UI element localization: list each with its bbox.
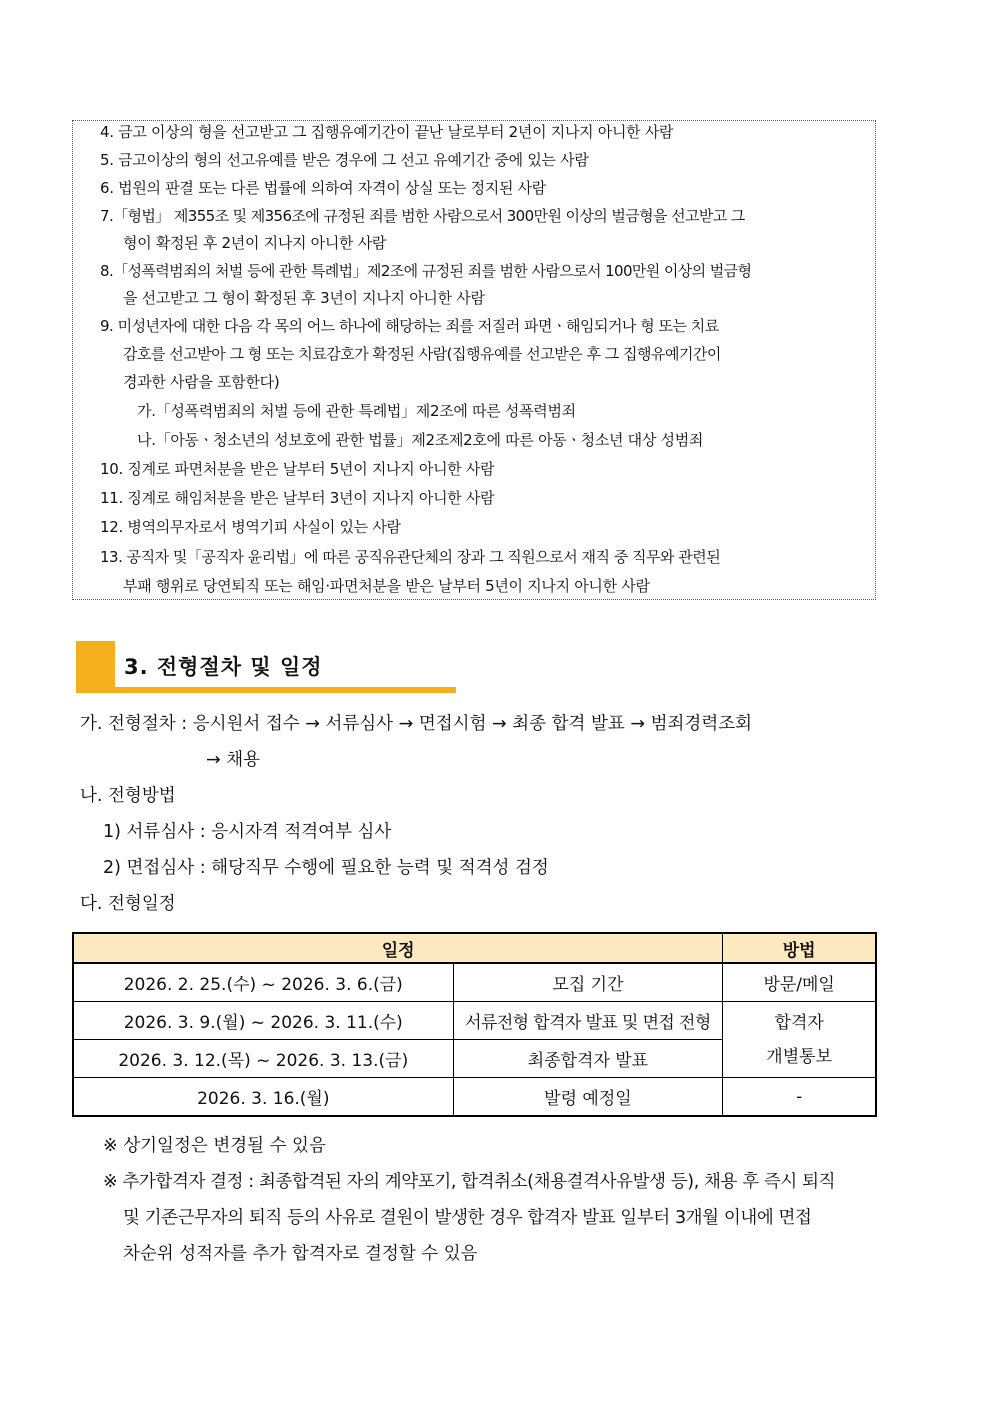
sub-item: 가.「성폭력범죄의 처벌 등에 관한 특례법」제2조에 따른 성폭력범죄	[137, 402, 576, 420]
sub-item: 나.「아동ㆍ청소년의 성보호에 관한 법률」제2조제2호에 따른 아동ㆍ청소년 대상 성범죄	[137, 431, 704, 449]
note-continuation: 및 기존근무자의 퇴직 등의 사유로 결원이 발생한 경우 합격자 발표 일부터 3개월 이내에 면접	[123, 1208, 812, 1228]
method-item: 2) 면접심사 : 해당직무 수행에 필요한 능력 및 적격성 검정	[103, 858, 549, 878]
list-item: 13. 공직자 및「공직자 윤리법」에 따른 공직유관단체의 장과 그 직원으로서 재직 중 직무와 관련된	[100, 548, 721, 566]
section-heading	[76, 641, 456, 693]
note: ※ 상기일정은 변경될 수 있음	[103, 1136, 326, 1156]
list-item-continuation: 감호를 선고받아 그 형 또는 치료감호가 확정된 사람(집행유예를 선고받은 후 그 집행유예기간이	[123, 345, 721, 363]
cell-date: 2026. 3. 16.(월)	[73, 1078, 453, 1117]
list-item: 8.「성폭력범죄의 처벌 등에 관한 특례법」제2조에 규정된 죄를 범한 사람으로서 100만원 이상의 벌금형	[100, 262, 752, 280]
method-line: 합격자	[774, 1012, 824, 1033]
schedule-table	[72, 932, 877, 1117]
method-item: 1) 서류심사 : 응시자격 적격여부 심사	[103, 822, 392, 842]
table-row	[73, 1078, 876, 1117]
cell-event: 발령 예정일	[453, 1078, 723, 1117]
method-heading: 나. 전형방법	[80, 786, 176, 806]
list-item-continuation: 형이 확정된 후 2년이 지나지 아니한 사람	[123, 234, 387, 252]
list-item: 10. 징계로 파면처분을 받은 날부터 5년이 지나지 아니한 사람	[100, 460, 495, 478]
note: ※ 추가합격자 결정 : 최종합격된 자의 계약포기, 합격취소(채용결격사유발생 등), 채용 후 즉시 퇴직	[103, 1172, 836, 1192]
list-item: 11. 징계로 해임처분을 받은 날부터 3년이 지나지 아니한 사람	[100, 489, 495, 507]
schedule-heading: 다. 전형일정	[80, 894, 176, 914]
cell-method: -	[723, 1078, 876, 1117]
list-item: 7.「형법」 제355조 및 제356조에 규정된 죄를 범한 사람으로서 300만원 이상의 벌금형을 선고받고 그	[100, 207, 745, 225]
list-item-continuation: 을 선고받고 그 형이 확정된 후 3년이 지나지 아니한 사람	[123, 289, 485, 307]
section-underline	[76, 687, 456, 693]
header-schedule: 일정	[73, 933, 723, 963]
header-method: 방법	[723, 933, 876, 963]
procedure-line-continuation: → 채용	[206, 750, 261, 770]
cell-event: 서류전형 합격자 발표 및 면접 전형	[453, 1002, 723, 1040]
table-row	[73, 963, 876, 1002]
cell-date: 2026. 2. 25.(수) ~ 2026. 3. 6.(금)	[73, 963, 453, 1002]
cell-event: 모집 기간	[453, 963, 723, 1002]
list-item: 6. 법원의 판결 또는 다른 법률에 의하여 자격이 상실 또는 정지된 사람	[100, 179, 546, 197]
list-item: 4. 금고 이상의 형을 선고받고 그 집행유예기간이 끝난 날로부터 2년이 지나지 아니한 사람	[100, 123, 674, 141]
section-marker	[76, 641, 115, 687]
table-header-row	[73, 933, 876, 963]
procedure-line: 가. 전형절차 : 응시원서 접수 → 서류심사 → 면접시험 → 최종 합격 발표 → 범죄경력조회	[80, 714, 753, 734]
cell-date: 2026. 3. 12.(목) ~ 2026. 3. 13.(금)	[73, 1040, 453, 1078]
table-row	[73, 1002, 876, 1040]
method-line: 개별통보	[766, 1046, 832, 1067]
list-item: 9. 미성년자에 대한 다음 각 목의 어느 하나에 해당하는 죄를 저질러 파면ㆍ해임되거나 형 또는 치료	[100, 317, 719, 335]
list-item: 5. 금고이상의 형의 선고유예를 받은 경우에 그 선고 유예기간 중에 있는 사람	[100, 151, 589, 169]
note-continuation: 차순위 성적자를 추가 합격자로 결정할 수 있음	[123, 1244, 478, 1264]
list-item-continuation: 부패 행위로 당연퇴직 또는 해임·파면처분을 받은 날부터 5년이 지나지 아니한 사람	[123, 577, 650, 595]
list-item-continuation: 경과한 사람을 포함한다)	[123, 373, 280, 391]
cell-method-merged	[723, 1002, 876, 1078]
disqualification-box	[72, 120, 876, 600]
cell-event: 최종합격자 발표	[453, 1040, 723, 1078]
cell-method: 방문/메일	[723, 963, 876, 1002]
list-item: 12. 병역의무자로서 병역기피 사실이 있는 사람	[100, 518, 401, 536]
cell-date: 2026. 3. 9.(월) ~ 2026. 3. 11.(수)	[73, 1002, 453, 1040]
section-title: 3. 전형절차 및 일정	[124, 655, 323, 679]
